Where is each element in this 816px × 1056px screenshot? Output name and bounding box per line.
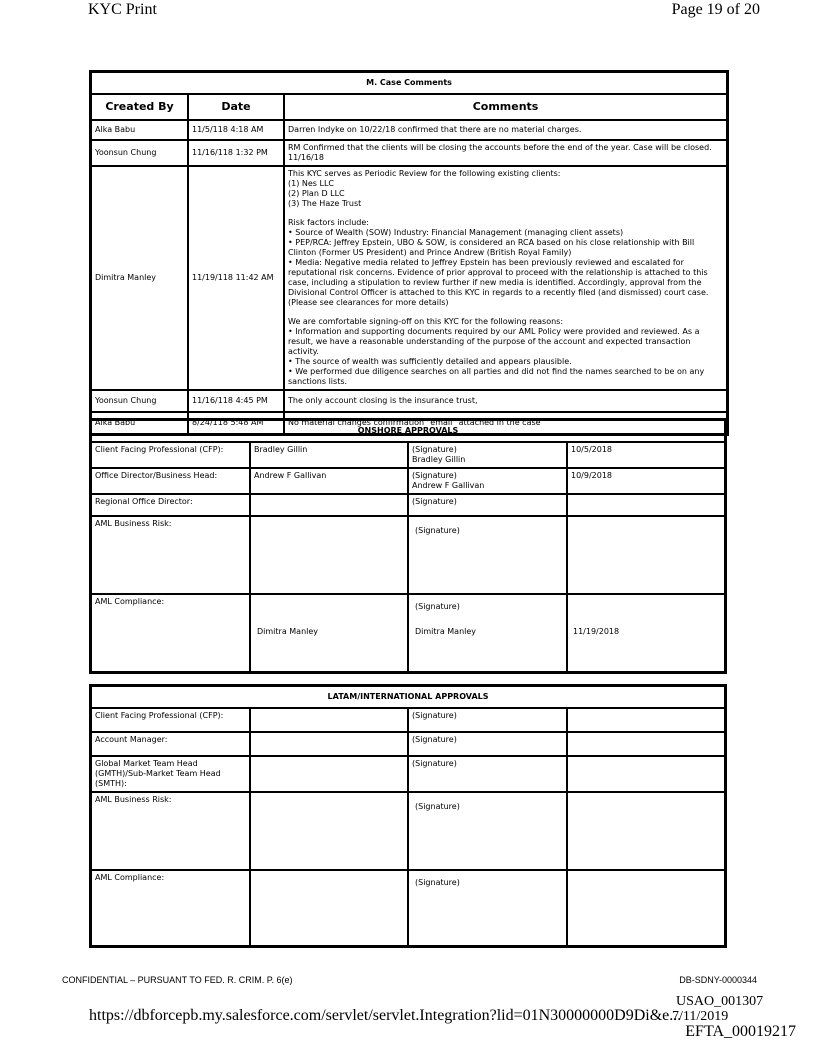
page-number: Page 19 of 20 (671, 1, 760, 18)
approval-row (91, 708, 725, 732)
comment-text: Darren Indyke on 10/22/18 confirmed that there are no material charges. (284, 120, 727, 140)
signature-block (408, 594, 567, 672)
approver-name (250, 870, 408, 946)
comment-text (284, 166, 727, 390)
comment-text: RM Confirmed that the clients will be closing the accounts before the end of the year. Case will be closed. 11/16/18 (284, 140, 727, 166)
approval-role: Regional Office Director: (91, 494, 250, 516)
comment-line: • Information and supporting documents required by our AML Policy were provided and reviewed. As a result, we have a reasonable understanding of the purpose of the account and expected transaction activity. (288, 327, 700, 356)
comment-date: 11/16/118 4:45 PM (188, 390, 284, 412)
comment-date: 11/19/118 11:42 AM (188, 166, 284, 390)
comment-author: Dimitra Manley (91, 166, 188, 390)
comment-author: Yoonsun Chung (91, 140, 188, 166)
approval-date (567, 516, 725, 594)
comment-text: No material changes confirmation "email" attached in the case (284, 412, 727, 434)
comment-line: • PEP/RCA: Jeffrey Epstein, UBO & SOW, is considered an RCA based on his close relationship with Bill Clinton (Former US President) and Prince Andrew (British Royal Family) (288, 238, 695, 257)
approval-role: Client Facing Professional (CFP): (91, 708, 250, 732)
signature-block (408, 442, 567, 468)
table-row (91, 390, 727, 412)
comment-text: The only account closing is the insurance trust, (284, 390, 727, 412)
approver-name (250, 732, 408, 756)
approval-date: 10/9/2018 (567, 468, 725, 494)
approval-date (567, 756, 725, 792)
case-comments-table (89, 70, 729, 436)
approver-name (250, 516, 408, 594)
signature-name: Andrew F Gallivan (412, 481, 485, 490)
approval-row (91, 468, 725, 494)
approval-role: Global Market Team Head (GMTH)/Sub-Market Team Head (SMTH): (91, 756, 250, 792)
approval-date (567, 792, 725, 870)
signature-label: (Signature) (408, 756, 567, 792)
approver-name: Bradley Gillin (250, 442, 408, 468)
approval-role: Office Director/Business Head: (91, 468, 250, 494)
table-row (91, 166, 727, 390)
column-date: Date (188, 94, 284, 120)
table-row (91, 120, 727, 140)
signature-label: (Signature) (408, 516, 567, 594)
comment-line: (1) Nes LLC (288, 179, 334, 188)
column-comments: Comments (284, 94, 727, 120)
source-url: https://dbforcepb.my.salesforce.com/servlet/servlet.Integration?lid=01N30000000D9Di&e... (89, 1007, 682, 1024)
comment-date: 11/5/118 4:18 AM (188, 120, 284, 140)
approval-row (91, 494, 725, 516)
approval-row (91, 792, 725, 870)
efta-stamp: EFTA_00019217 (685, 1023, 796, 1040)
onshore-approvals-title: ONSHORE APPROVALS (91, 420, 725, 442)
signature-label: (Signature) (415, 602, 460, 611)
latam-approvals-title: LATAM/INTERNATIONAL APPROVALS (91, 686, 725, 708)
approval-role: AML Business Risk: (91, 792, 250, 870)
approval-role: AML Compliance: (91, 594, 250, 672)
comment-line: (3) The Haze Trust (288, 199, 362, 208)
print-header-title: KYC Print (88, 1, 157, 18)
latam-approvals-table (89, 684, 727, 948)
signature-name: Bradley Gillin (412, 455, 466, 464)
print-date: 7/11/2019 (672, 1009, 729, 1024)
signature-label: (Signature) (408, 494, 567, 516)
signature-block (408, 468, 567, 494)
approver-name (250, 756, 408, 792)
signature-label: (Signature) (408, 870, 567, 946)
approval-date (567, 708, 725, 732)
comment-author: Alka Babu (91, 412, 188, 434)
comment-line: • We performed due diligence searches on all parties and did not find the names searched to be on any sanctions lists. (288, 367, 705, 386)
approval-date: 11/19/2018 (567, 594, 725, 672)
approval-row (91, 594, 725, 672)
comment-date: 11/16/118 1:32 PM (188, 140, 284, 166)
signature-label: (Signature) (412, 471, 457, 480)
approval-row (91, 516, 725, 594)
approval-role: AML Business Risk: (91, 516, 250, 594)
bates-number: DB-SDNY-0000344 (679, 975, 757, 985)
approval-role: Account Manager: (91, 732, 250, 756)
comment-line: (2) Plan D LLC (288, 189, 345, 198)
approval-role: AML Compliance: (91, 870, 250, 946)
comment-line: • The source of wealth was sufficiently detailed and appears plausible. (288, 357, 572, 366)
signature-label: (Signature) (408, 792, 567, 870)
comment-line: • Media: Negative media related to Jeffrey Epstein has been previously reviewed and escalated for reputational risk concerns. Evidence of prior approval to proceed with the relationship is attached to this case, including a stipulation to review further if new media is identified. Accordingly, approval from the Divisional Control Officer is attached to this KYC in regards to a recently filed (and dismissed) court case. (Please see clearances for more details) (288, 258, 709, 307)
approval-date (567, 494, 725, 516)
comment-line: This KYC serves as Periodic Review for the following existing clients: (288, 169, 561, 178)
approval-row (91, 756, 725, 792)
approver-name: Dimitra Manley (250, 594, 408, 672)
approver-name (250, 708, 408, 732)
confidentiality-notice: CONFIDENTIAL – PURSUANT TO FED. R. CRIM. P. 6(e) (62, 975, 293, 985)
comment-line: We are comfortable signing-off on this KYC for the following reasons: (288, 317, 564, 326)
comment-line: Risk factors include: (288, 218, 369, 227)
approval-row (91, 870, 725, 946)
onshore-approvals-table (89, 418, 727, 674)
signature-label: (Signature) (412, 445, 457, 454)
usao-stamp: USAO_001307 (676, 994, 764, 1009)
approval-row (91, 732, 725, 756)
approval-row (91, 442, 725, 468)
approval-date: 10/5/2018 (567, 442, 725, 468)
table-row (91, 140, 727, 166)
signature-label: (Signature) (408, 708, 567, 732)
case-comments-title: M. Case Comments (91, 72, 727, 94)
comment-author: Alka Babu (91, 120, 188, 140)
approver-name (250, 494, 408, 516)
approval-date (567, 732, 725, 756)
comment-author: Yoonsun Chung (91, 390, 188, 412)
approval-role: Client Facing Professional (CFP): (91, 442, 250, 468)
comment-date: 8/24/118 5:48 AM (188, 412, 284, 434)
signature-label: (Signature) (408, 732, 567, 756)
comment-line: • Source of Wealth (SOW) Industry: Financial Management (managing client assets) (288, 228, 624, 237)
approval-date (567, 870, 725, 946)
approver-name (250, 792, 408, 870)
approver-name: Andrew F Gallivan (250, 468, 408, 494)
signature-name: Dimitra Manley (415, 627, 477, 636)
column-created-by: Created By (91, 94, 188, 120)
